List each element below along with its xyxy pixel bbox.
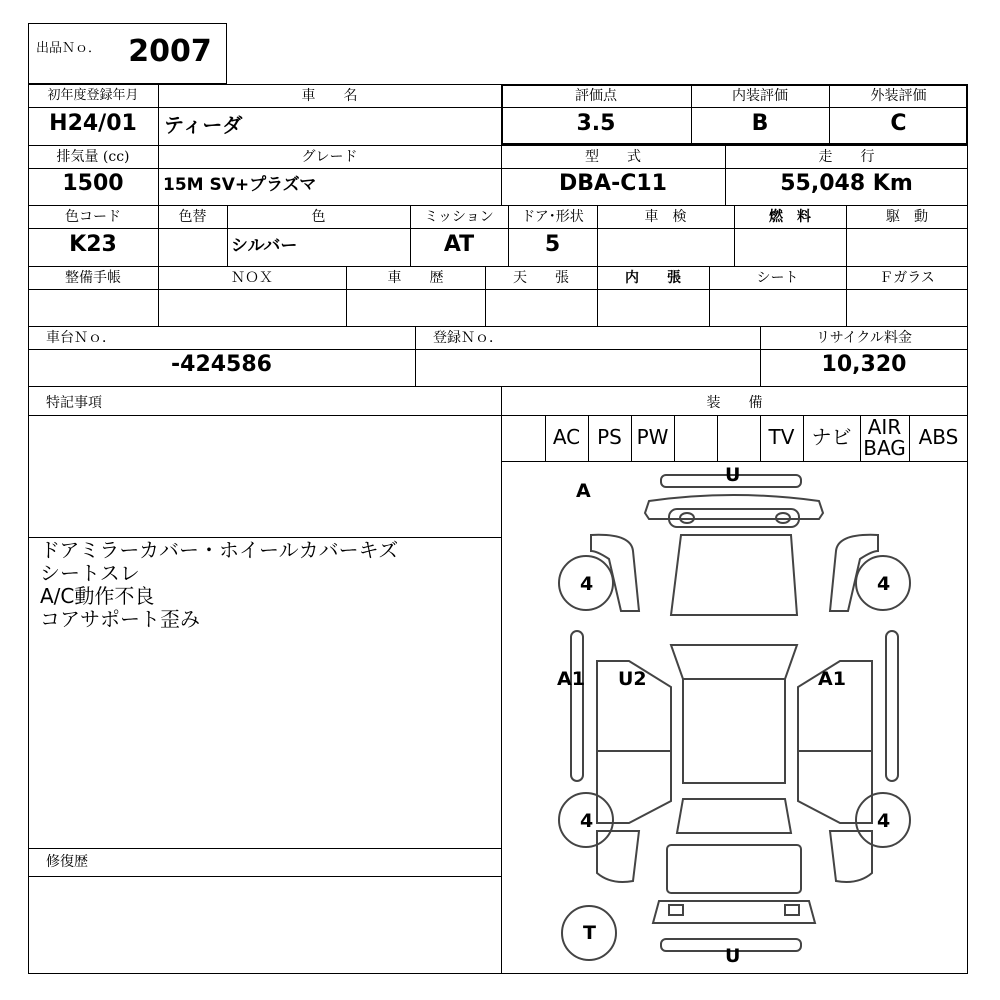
- front-bumper: [645, 495, 823, 519]
- mark-side-right: A1: [818, 668, 846, 690]
- interior-grade-value: B: [751, 111, 769, 136]
- score-label: 評価点: [575, 88, 617, 104]
- color-code-label: 色コード: [65, 209, 121, 225]
- maintenance-book-label: 整備手帳: [65, 270, 121, 286]
- recycle-fee-label: リサイクル料金: [815, 330, 913, 346]
- note-line-3: A/C動作不良: [40, 584, 155, 608]
- left-sill: [571, 631, 583, 781]
- equipment-label: 装 備: [706, 395, 763, 411]
- note-line-1: ドアミラーカバー・ホイールカバーキズ: [40, 538, 399, 562]
- displacement-label: 排気量 (cc): [56, 149, 130, 165]
- inspection-label: 車 検: [644, 209, 687, 225]
- doors-value: 5: [544, 232, 561, 257]
- right-sill: [886, 631, 898, 781]
- recycle-fee-value: 10,320: [821, 352, 907, 377]
- repaint-label: 色替: [178, 209, 207, 225]
- special-notes-label: 特記事項: [46, 395, 102, 411]
- doors-label: ドア･形状: [521, 209, 584, 225]
- exterior-grade-label: 外装評価: [870, 88, 927, 104]
- first-registration-value: H24/01: [49, 111, 137, 136]
- mark-front-left: A: [576, 480, 591, 502]
- color-label: 色: [311, 209, 326, 225]
- color-value: シルバー: [231, 236, 298, 256]
- mark-rear: U: [725, 945, 741, 967]
- registration-number-label: 登録Ｎｏ．: [433, 330, 503, 346]
- equip-navi: ナビ: [811, 425, 852, 449]
- chassis-number-value: -424586: [171, 352, 272, 377]
- interior-grade-label: 内装評価: [732, 88, 788, 104]
- left-front-fender: [591, 535, 639, 611]
- grade-value: 15M SV+プラズマ: [163, 175, 317, 195]
- lot-number-label: 出品Ｎｏ．: [36, 41, 102, 56]
- mark-spare: T: [583, 922, 596, 944]
- left-rear-fender: [597, 831, 639, 882]
- note-line-2: シートスレ: [40, 561, 140, 585]
- grade-label: グレード: [301, 149, 358, 165]
- seat-label: シート: [756, 270, 799, 286]
- model-label: 型 式: [585, 149, 641, 165]
- equip-airbag-bottom: BAG: [863, 436, 906, 460]
- lot-number-value: 2007: [128, 34, 212, 69]
- mark-center: U2: [618, 668, 647, 690]
- right-rear-door: [798, 751, 872, 823]
- model-value: DBA-C11: [559, 171, 667, 196]
- equip-tv: TV: [768, 425, 795, 449]
- trunk: [667, 845, 801, 893]
- front-glass-label: Ｆガラス: [879, 270, 935, 286]
- mark-wheel-rr: 4: [877, 810, 891, 832]
- mark-wheel-fr: 4: [877, 573, 891, 595]
- equip-ac: AC: [552, 425, 581, 449]
- mark-side-left: A1: [557, 668, 585, 690]
- ceiling-label: 天 張: [513, 270, 569, 286]
- score-value: 3.5: [576, 111, 616, 136]
- car-diagram: [501, 461, 968, 974]
- color-code-value: K23: [69, 232, 117, 257]
- mission-label: ミッション: [424, 209, 494, 225]
- equip-airbag-top: AIR: [867, 415, 902, 439]
- windshield: [671, 645, 797, 679]
- mark-wheel-fl: 4: [580, 573, 594, 595]
- right-rear-fender: [830, 831, 872, 882]
- displacement-value: 1500: [62, 171, 124, 196]
- chassis-number-label: 車台Ｎｏ．: [46, 330, 116, 346]
- nox-label: ＮＯＸ: [231, 270, 273, 286]
- equip-ps: PS: [597, 425, 622, 449]
- mark-wheel-rl: 4: [580, 810, 594, 832]
- roof: [683, 679, 785, 783]
- mileage-label: 走 行: [818, 149, 875, 165]
- equip-abs: ABS: [918, 425, 959, 449]
- mission-value: AT: [443, 232, 475, 257]
- car-name-value: ティーダ: [164, 113, 243, 137]
- car-history-label: 車 歴: [387, 270, 444, 286]
- left-rear-door: [597, 751, 671, 823]
- right-front-fender: [830, 535, 878, 611]
- first-registration-label: 初年度登録年月: [47, 88, 139, 103]
- interior-trim-label: 内 張: [625, 270, 681, 286]
- equip-pw: PW: [636, 425, 669, 449]
- rear-window: [677, 799, 791, 833]
- mileage-value: 55,048 Km: [780, 171, 913, 196]
- car-name-label: 車 名: [301, 88, 358, 104]
- hood: [671, 535, 797, 615]
- exterior-grade-value: C: [890, 111, 907, 136]
- note-line-4: コアサポート歪み: [40, 607, 200, 631]
- mark-front: U: [725, 464, 741, 486]
- repair-history-label: 修復歴: [46, 854, 88, 870]
- fuel-label: 燃 料: [769, 209, 811, 225]
- drive-label: 駆 動: [886, 209, 928, 225]
